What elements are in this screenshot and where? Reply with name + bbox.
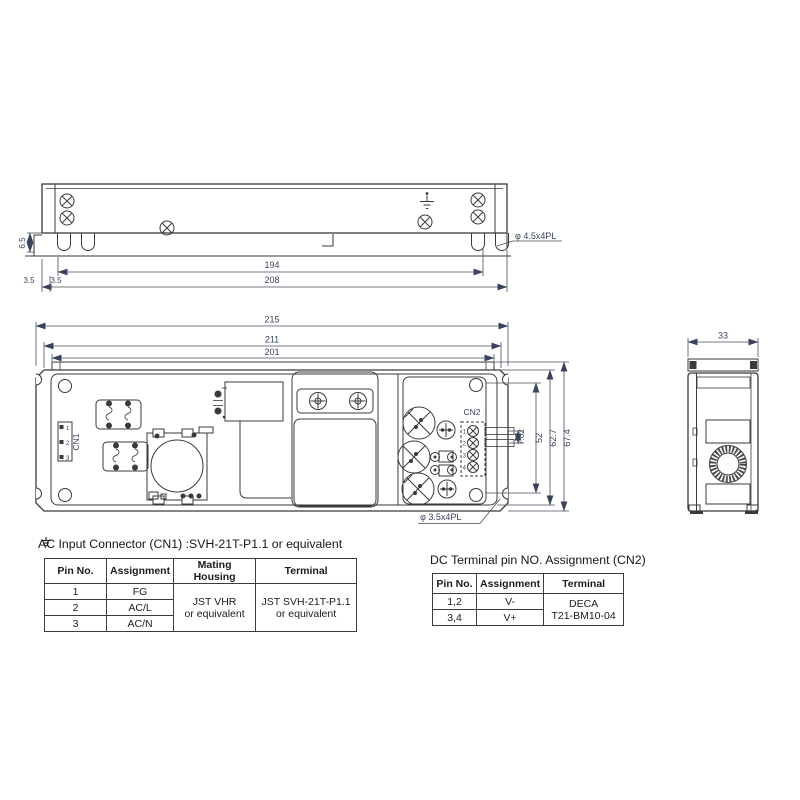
electrolytic-capacitor <box>398 407 435 505</box>
side-slot-notch <box>36 374 42 385</box>
plan-height-dimensions <box>486 362 572 511</box>
ac-col-pin: Pin No. <box>45 559 107 584</box>
dc-row2-assignment: V+ <box>477 610 544 626</box>
end-cover-strip <box>688 359 758 371</box>
dim-7-62: 7.62 <box>517 429 526 445</box>
chassis-outline <box>36 370 508 511</box>
dim-208: 208 <box>264 275 280 285</box>
toroid-inductor <box>710 446 747 483</box>
side-slot-notch <box>36 488 42 499</box>
dim-201: 201 <box>264 347 280 357</box>
corner-hole <box>59 489 72 502</box>
terminal-screw-icon <box>468 426 479 473</box>
hole-note-4-5: φ 4.5x4PL <box>515 231 557 241</box>
cn2-pin-4: 4 <box>462 465 466 472</box>
ac-row2-assignment: AC/L <box>107 600 174 616</box>
dc-terminal-table-section <box>430 553 646 626</box>
ac-row1-pin: 1 <box>45 584 107 600</box>
cn2-pin-1: 1 <box>462 429 466 436</box>
side-view-dimensions <box>18 231 562 292</box>
side-view <box>18 184 562 292</box>
dim-52: 52 <box>534 432 544 444</box>
inductor-block-2 <box>103 442 148 471</box>
dc-col-terminal: Terminal <box>544 574 624 594</box>
cn1-pin-1: 1 <box>66 426 70 432</box>
end-view <box>688 331 758 515</box>
output-section <box>403 377 486 504</box>
cn1-pin-2: 2 <box>66 441 70 447</box>
dim-3-5-right: 3.5 <box>50 276 62 285</box>
ac-input-table-section <box>38 537 357 632</box>
dim-33: 33 <box>717 330 729 341</box>
board-trace <box>240 421 291 498</box>
side-slot-notch <box>503 488 508 499</box>
cn1-connector <box>58 422 81 462</box>
dc-row1-pin: 1,2 <box>433 594 477 610</box>
dc-table-title: DC Terminal pin NO. Assignment (CN2) <box>430 553 646 567</box>
corner-hole <box>470 489 483 502</box>
earth-ground-icon <box>420 192 434 208</box>
dim-67-4: 67.4 <box>562 429 572 447</box>
cn1-label: CN1 <box>71 433 81 451</box>
side-view-outline <box>42 184 507 233</box>
table-row <box>433 594 624 610</box>
transformer <box>147 427 213 504</box>
ac-col-assignment: Assignment <box>107 559 174 584</box>
ac-row3-assignment: AC/N <box>107 616 174 632</box>
ac-col-housing: Mating Housing <box>174 559 256 584</box>
earth-ground-icon <box>40 537 52 547</box>
dim-211: 211 <box>264 334 280 345</box>
ac-col-terminal: Terminal <box>256 559 357 584</box>
cn2-label: CN2 <box>463 407 481 417</box>
dim-215: 215 <box>264 314 280 325</box>
ac-row1-assignment: FG <box>107 584 174 600</box>
dim-194: 194 <box>264 260 280 270</box>
dim-62-7: 62.7 <box>548 429 558 447</box>
left-bracket <box>34 235 42 256</box>
plan-width-dimensions <box>36 315 508 369</box>
mounting-slot <box>472 233 485 251</box>
hole-note-3-5: φ 3.5x4PL <box>420 512 462 522</box>
dc-terminal-cell: DECA T21-BM10-04 <box>544 594 624 626</box>
cn2-pin-3: 3 <box>462 453 466 460</box>
component-block <box>225 382 283 421</box>
table-row <box>45 584 357 600</box>
end-component-upper <box>706 420 750 443</box>
corner-hole <box>59 380 72 393</box>
heatsink <box>292 372 378 507</box>
end-component-lower <box>706 484 750 504</box>
corner-mark <box>322 234 333 246</box>
ac-input-table <box>44 558 357 632</box>
cn2-terminal-block <box>461 407 514 476</box>
ac-row3-pin: 3 <box>45 616 107 632</box>
small-components <box>431 451 457 476</box>
ac-row2-pin: 2 <box>45 600 107 616</box>
plan-view <box>36 315 572 524</box>
cn2-pin-2: 2 <box>462 441 466 448</box>
ac-mating-housing-cell: JST VHR or equivalent <box>174 584 256 632</box>
ac-terminal-cell: JST SVH-21T-P1.1 or equivalent <box>256 584 357 632</box>
mounting-slot <box>58 233 71 251</box>
dc-col-pin: Pin No. <box>433 574 477 594</box>
cover-strip <box>52 362 494 370</box>
corner-hole <box>470 379 483 392</box>
cn1-pin-3: 3 <box>66 456 70 462</box>
ac-table-title: AC Input Connector (CN1) :SVH-21T-P1.1 or equivalent <box>38 537 343 551</box>
pcb-plate <box>51 374 497 505</box>
end-body <box>688 373 758 511</box>
inductor-block-1 <box>96 400 141 429</box>
dc-col-assignment: Assignment <box>477 574 544 594</box>
screw-icon <box>310 393 367 410</box>
dc-terminal-table <box>432 573 624 626</box>
dim-3-5-left: 3.5 <box>23 276 35 285</box>
mounting-slot <box>82 233 95 251</box>
dc-row1-assignment: V- <box>477 594 544 610</box>
dim-6-5: 6.5 <box>18 237 27 249</box>
screw-icon <box>60 193 485 235</box>
dc-row2-pin: 3,4 <box>433 610 477 626</box>
end-view-dimensions <box>688 331 758 358</box>
